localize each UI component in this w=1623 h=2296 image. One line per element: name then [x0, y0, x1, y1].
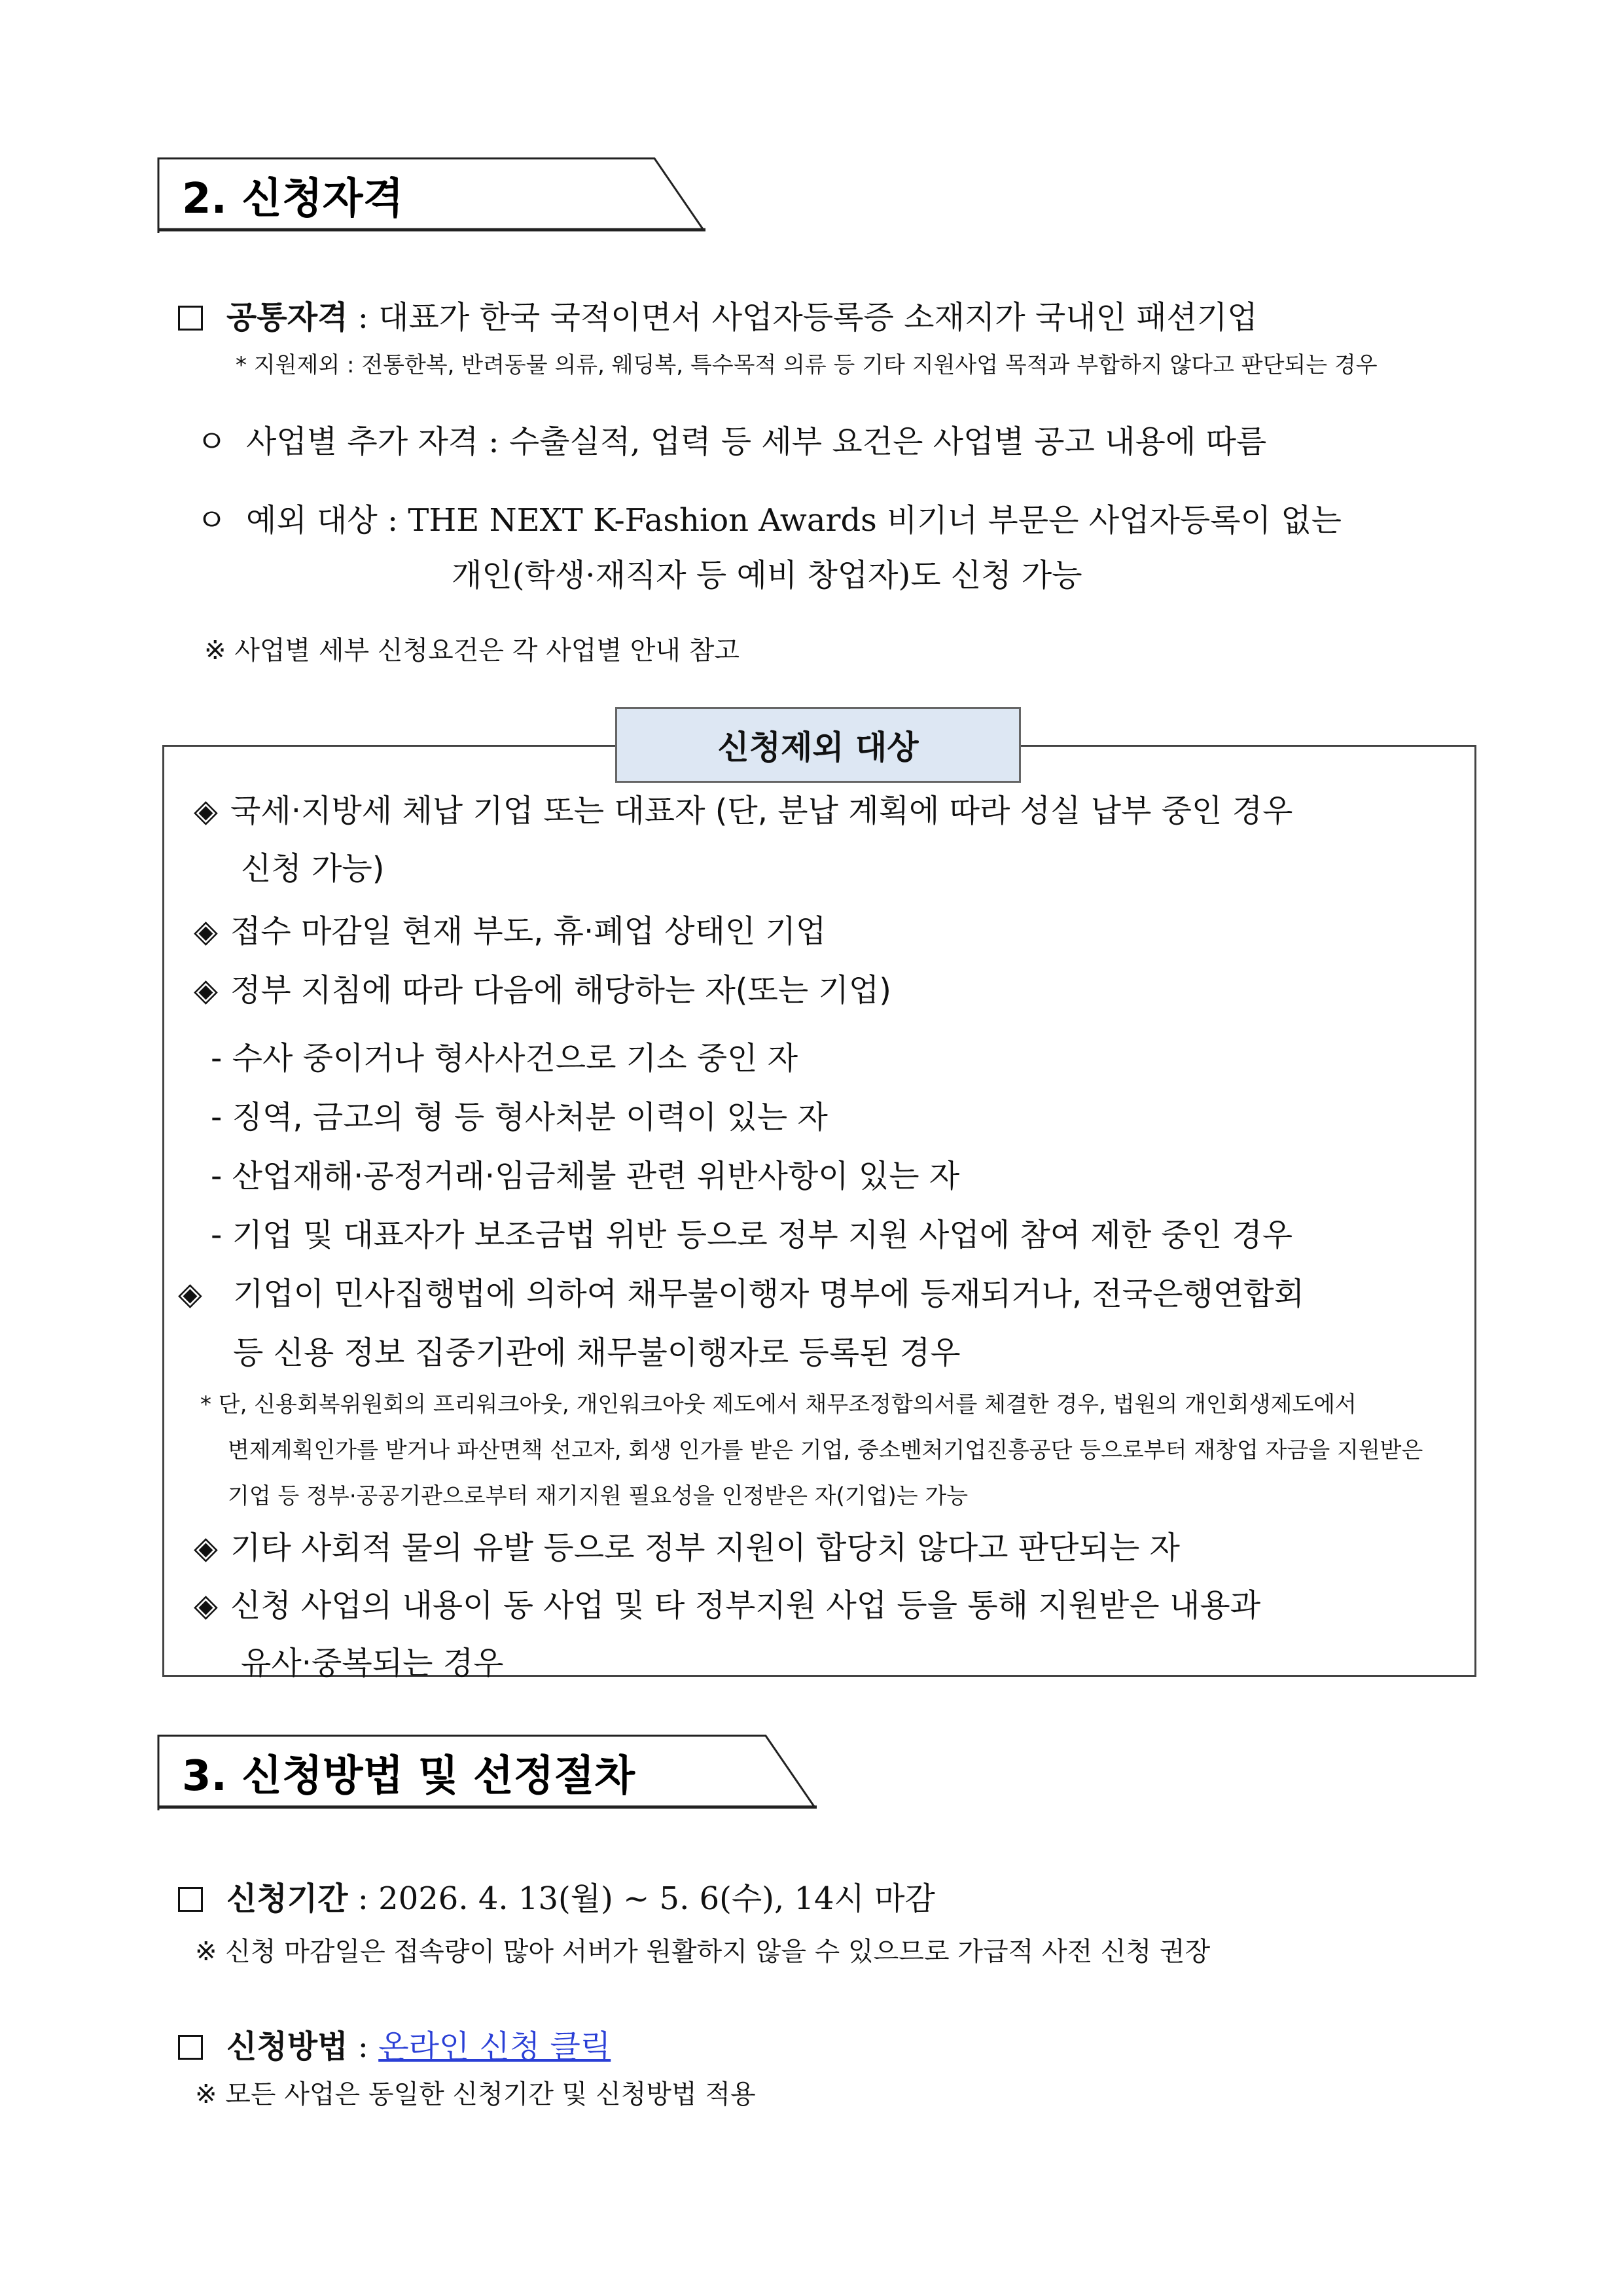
reference-note: ※ 사업별 세부 신청요건은 각 사업별 안내 참고 [204, 636, 740, 666]
common-exclusion-note: * 지원제외 : 전통한복, 반려동물 의류, 웨딩복, 특수목적 의류 등 기타 지원사업 목적과 부합하지 않다고 판단되는 경우 [236, 352, 1378, 378]
exclusion-item-4-text: 기업이 민사집행법에 의하여 채무불이행자 명부에 등재되거나, 전국은행연합회 [233, 1276, 1304, 1312]
checkbox-icon [178, 306, 203, 331]
diamond-icon: ◈ [194, 1530, 218, 1566]
online-application-link[interactable]: 온라인 신청 클릭 [378, 2028, 611, 2065]
exclusion-item-6 [194, 1580, 1260, 1625]
exclusion-item-5 [194, 1522, 1180, 1568]
section-2-header [157, 156, 707, 234]
exclusion-item-3 [194, 965, 891, 1010]
exception-text-line2: 개인(학생·재직자 등 예비 창업자)도 신청 가능 [452, 557, 1082, 594]
exclusion-item-6-line2: 유사·중복되는 경우 [241, 1645, 504, 1681]
application-period-row [178, 1873, 935, 1918]
diamond-icon: ◈ [194, 972, 218, 1009]
bullet-icon: ㅇ [196, 423, 227, 460]
exclusion-item-2-text: 접수 마감일 현재 부도, 휴·폐업 상태인 기업 [230, 913, 827, 950]
exclusion-item-1-line2: 신청 가능) [241, 850, 385, 887]
application-method-label: 신청방법 [226, 2028, 348, 2065]
section-3-title: 3. 신청방법 및 선정절차 [182, 1752, 635, 1801]
exception-text-line1: 예외 대상 : THE NEXT K-Fashion Awards 비기너 부문은 사업자등록이 없는 [246, 502, 1342, 539]
application-method-note: ※ 모든 사업은 동일한 신청기간 및 신청방법 적용 [195, 2079, 756, 2109]
diamond-icon: ◈ [194, 793, 218, 829]
additional-qualification-row [196, 416, 1266, 461]
diamond-icon: ◈ [178, 1276, 202, 1312]
section-2-title: 2. 신청자격 [182, 175, 404, 223]
exclusion-item-1-text: 국세·지방세 체납 기업 또는 대표자 (단, 분납 계획에 따라 성실 납부 중인 경우 [230, 793, 1293, 829]
diamond-icon: ◈ [194, 1587, 218, 1624]
exclusion-item-2 [194, 906, 826, 951]
exclusion-item-3-text: 정부 지침에 따라 다음에 해당하는 자(또는 기업) [230, 972, 891, 1009]
bullet-icon: ㅇ [196, 502, 227, 539]
common-qualification-label: 공통자격 [226, 299, 348, 336]
exclusion-item-1 [194, 785, 1293, 831]
diamond-icon: ◈ [194, 913, 218, 950]
exclusion-sub-1: - 수사 중이거나 형사사건으로 기소 중인 자 [211, 1040, 798, 1077]
application-period-label: 신청기간 [226, 1880, 348, 1917]
exclusion-item-5-text: 기타 사회적 물의 유발 등으로 정부 지원이 합당치 않다고 판단되는 자 [230, 1530, 1180, 1566]
application-period-text: : 2026. 4. 13(월) ~ 5. 6(수), 14시 마감 [357, 1880, 935, 1917]
common-qualification-text: : 대표가 한국 국적이면서 사업자등록증 소재지가 국내인 패션기업 [357, 299, 1258, 336]
exclusion-note-line3: 기업 등 정부·공공기관으로부터 재기지원 필요성을 인정받은 자(기업)는 가능 [228, 1483, 969, 1509]
exclusion-note-line2: 변제계획인가를 받거나 파산면책 선고자, 회생 인가를 받은 기업, 중소벤처기업진흥공단 등으로부터 재창업 자금을 지원받은 [228, 1437, 1423, 1463]
exclusion-sub-2: - 징역, 금고의 형 등 형사처분 이력이 있는 자 [211, 1099, 828, 1136]
application-period-note: ※ 신청 마감일은 접속량이 많아 서버가 원활하지 않을 수 있으므로 가급적 사전 신청 권장 [195, 1937, 1211, 1967]
additional-qualification-text: 사업별 추가 자격 : 수출실적, 업력 등 세부 요건은 사업별 공고 내용에 따름 [246, 423, 1267, 460]
exclusion-sub-3: - 산업재해·공정거래·임금체불 관련 위반사항이 있는 자 [211, 1158, 960, 1194]
exception-row [196, 495, 1342, 540]
application-method-row [178, 2021, 611, 2066]
exclusion-sub-4: - 기업 및 대표자가 보조금법 위반 등으로 정부 지원 사업에 참여 제한 중인 경우 [211, 1217, 1293, 1253]
exclusion-item-4-line2: 등 신용 정보 집중기관에 채무불이행자로 등록된 경우 [233, 1335, 961, 1371]
exclusion-item-6-text: 신청 사업의 내용이 동 사업 및 타 정부지원 사업 등을 통해 지원받은 내용과 [230, 1587, 1261, 1624]
checkbox-icon [178, 1887, 203, 1912]
section-3-header [157, 1733, 818, 1812]
exclusion-box-title: 신청제외 대상 [615, 707, 1021, 783]
application-method-colon: : [357, 2028, 368, 2065]
checkbox-icon [178, 2035, 203, 2060]
exclusion-item-4 [178, 1268, 1304, 1314]
exclusion-note-line1: * 단, 신용회복위원회의 프리워크아웃, 개인워크아웃 제도에서 채무조정합의서를 체결한 경우, 법원의 개인회생제도에서 [200, 1391, 1357, 1418]
common-qualification-row [178, 292, 1258, 337]
